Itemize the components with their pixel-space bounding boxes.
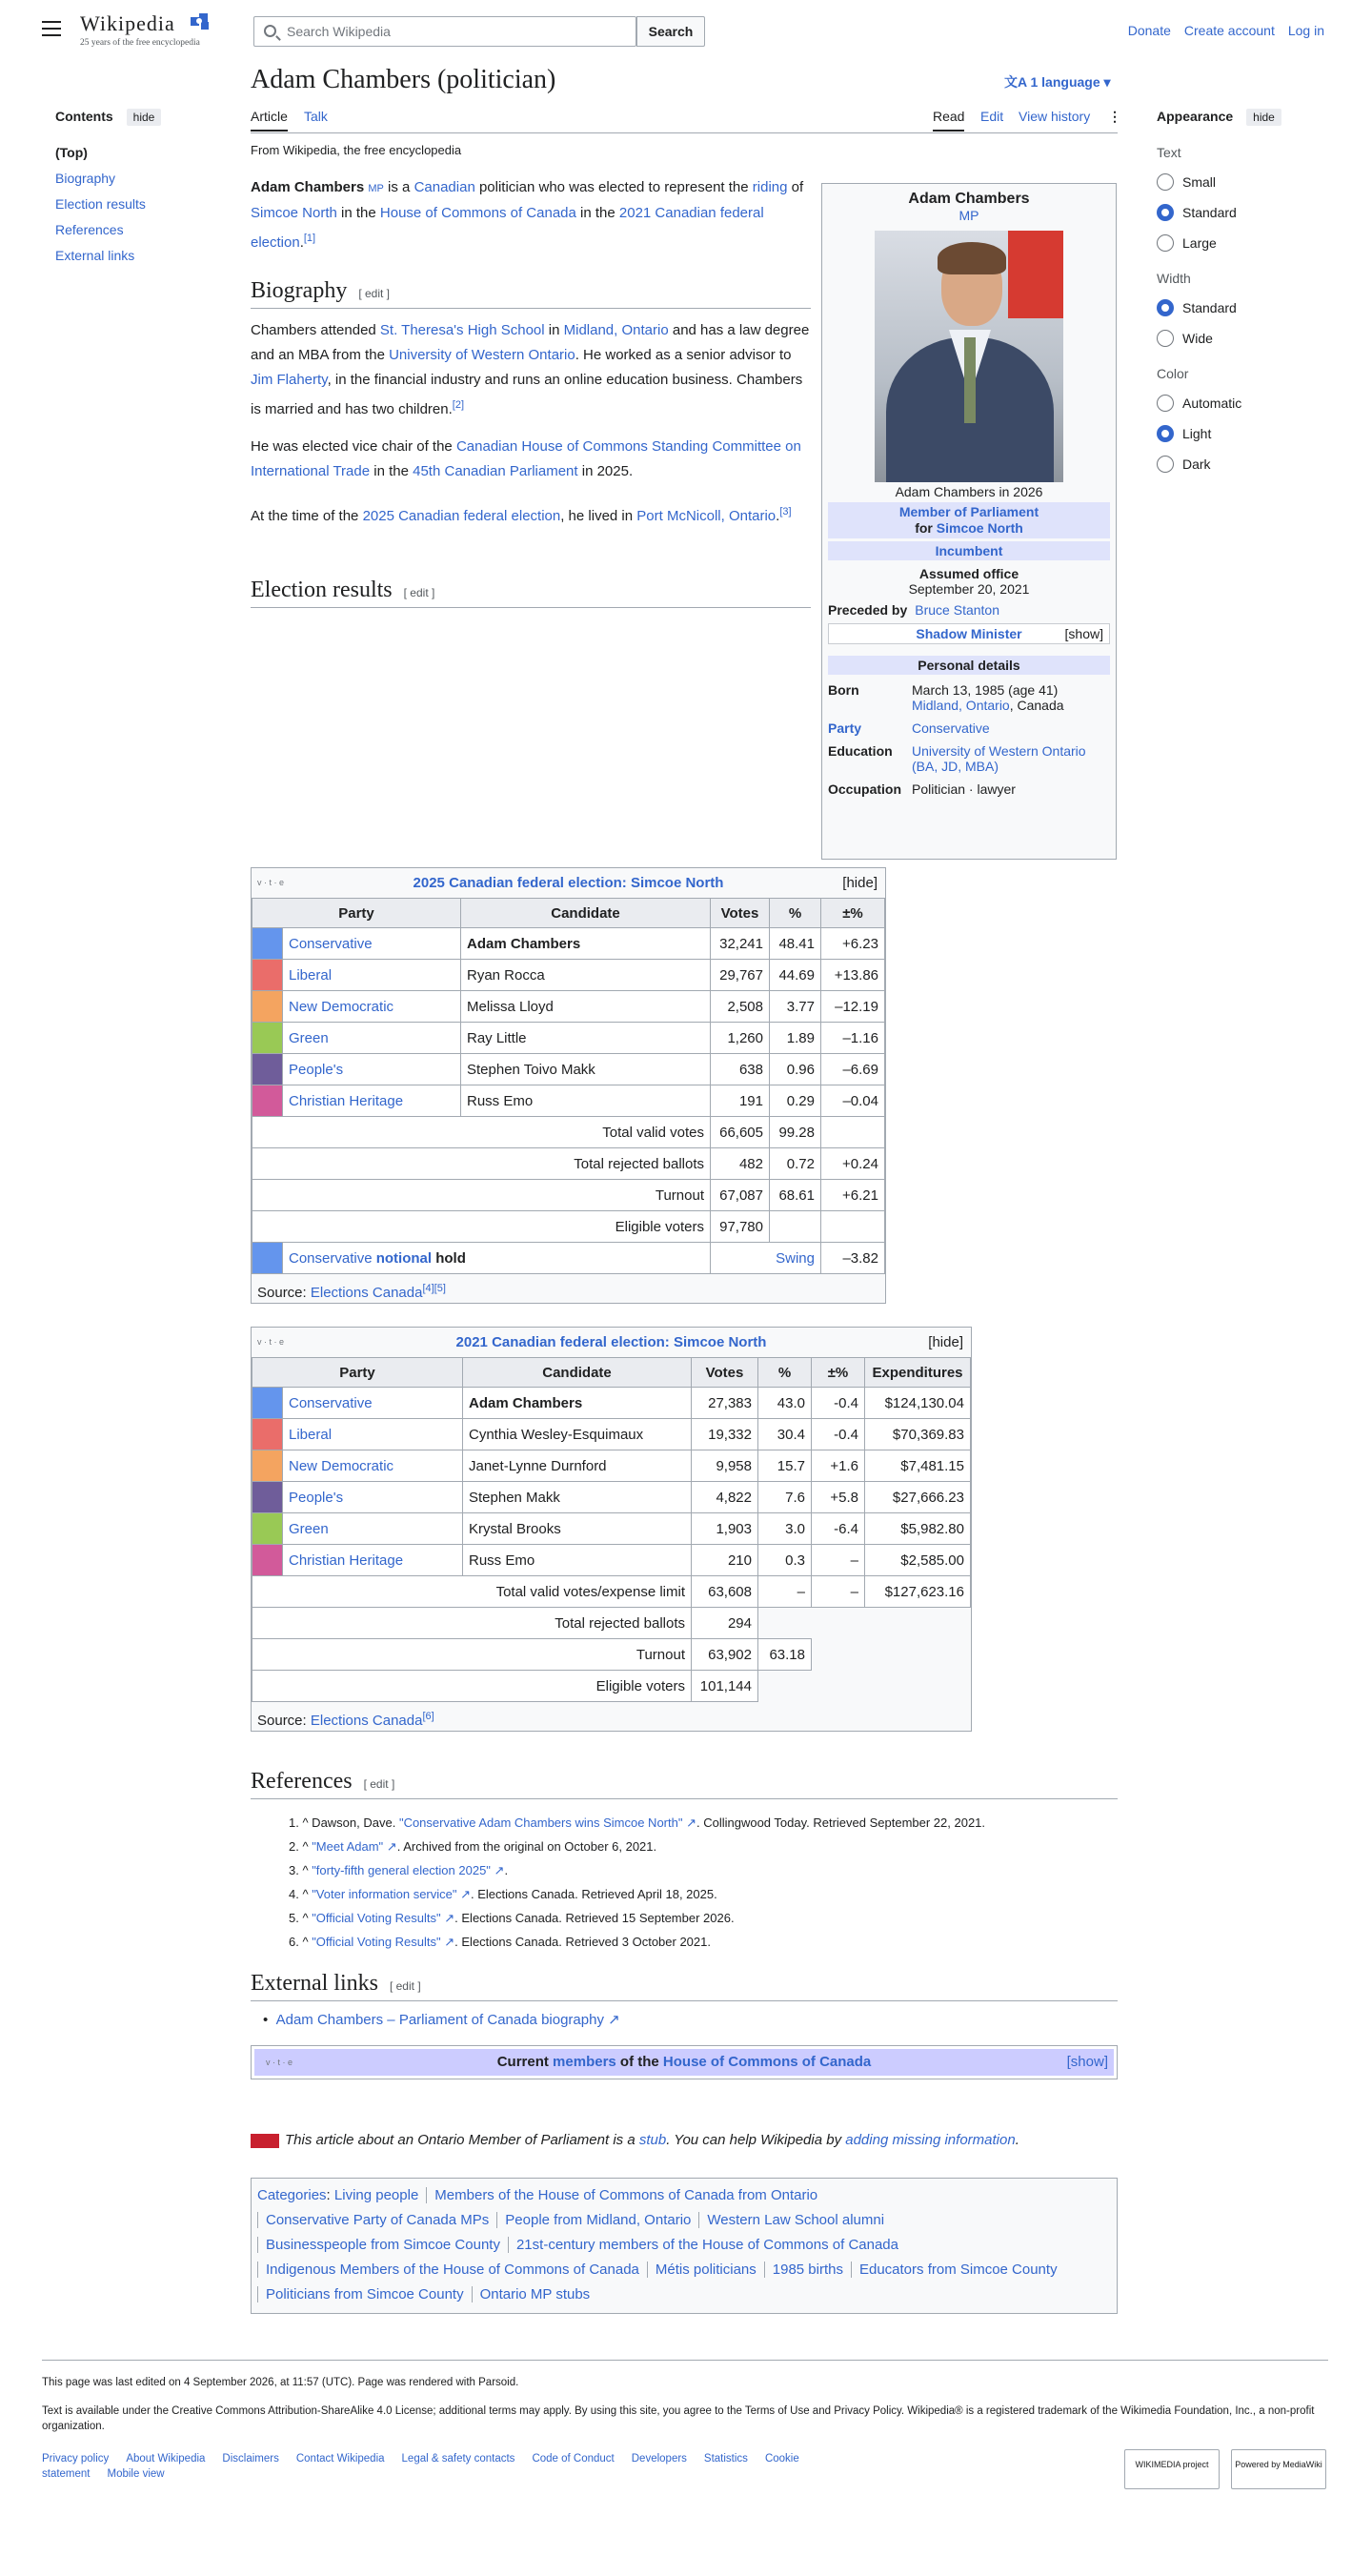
totals-votes: 63,902 bbox=[692, 1639, 758, 1671]
table-row bbox=[252, 1482, 971, 1513]
party-color-swatch bbox=[252, 991, 283, 1023]
totals-percent: 68.61 bbox=[770, 1180, 821, 1211]
totals-change: – bbox=[812, 1576, 865, 1608]
external-link-item: • Adam Chambers – Parliament of Canada biography ↗ bbox=[263, 2012, 620, 2028]
puzzle-globe-icon bbox=[189, 11, 213, 32]
width-wide-radio[interactable]: Wide bbox=[1157, 330, 1347, 347]
party-color-swatch bbox=[252, 1545, 283, 1576]
text-size-label: Text bbox=[1157, 145, 1181, 160]
infobox bbox=[821, 183, 1117, 860]
change-cell: +13.86 bbox=[821, 960, 885, 991]
totals-row bbox=[252, 1117, 885, 1148]
category-link[interactable]: Conservative Party of Canada MPs bbox=[266, 2212, 490, 2228]
category-link[interactable]: Ontario MP stubs bbox=[479, 2286, 591, 2302]
election-2021-table: v · t · e 2021 Canadian federal election: Simcoe North [hide] Party Candidate Votes % ±% Expenditures Conservative Adam Chambers 27,383 43.0 -0.4 $124,130.04 Liberal Cynthia Wesley-Esquimaux 19,332 30.4 -0.4 $70,369.83 New Democratic Janet-Lynne Durnford 9,958 15.7 +1.6 $7,481.15 People's Stephen Makk 4,822 7.6 +5.8 $27,666.23 Green Krystal Brooks 1,903 3.0 -6.4 $5,982.80 Christian Heritage Russ Emo 210 0.3 – $2,585.00 Total valid votes/expense limit 63,608 – – $127,623.16 Total rejected ballots 294 Turnout 63,902 63.18 Eligible voters 101,144 Source: Elections Canada[6] bbox=[251, 1327, 972, 1732]
totals-row bbox=[252, 1576, 971, 1608]
candidate-cell: Adam Chambers bbox=[463, 1388, 692, 1419]
votes-cell: 2,508 bbox=[711, 991, 770, 1023]
external-link-icon: ↗ bbox=[490, 1863, 505, 1877]
category-link[interactable]: Businesspeople from Simcoe County bbox=[266, 2237, 500, 2253]
color-automatic-radio[interactable]: Automatic bbox=[1157, 395, 1347, 412]
totals-votes: 63,608 bbox=[692, 1576, 758, 1608]
party-cell[interactable]: Conservative bbox=[283, 1388, 463, 1419]
reference-item: 1. ^ Dawson, Dave. "Conservative Adam Chambers wins Simcoe North" ↗. Collingwood Today. Retrieved September 22, 2021. bbox=[289, 1815, 986, 1830]
expenditures-cell: $70,369.83 bbox=[865, 1419, 971, 1450]
party-color-swatch bbox=[252, 960, 283, 991]
category-link[interactable]: Métis politicians bbox=[655, 2262, 757, 2278]
references-heading: References [ edit ] bbox=[251, 1769, 1118, 1799]
vte-links[interactable]: v · t · e bbox=[257, 878, 285, 887]
totals-label: Eligible voters bbox=[252, 1671, 692, 1702]
search-icon bbox=[264, 25, 276, 37]
external-link-icon: ↗ bbox=[456, 1887, 471, 1901]
party-cell[interactable]: Christian Heritage bbox=[283, 1545, 463, 1576]
election-2025-table: v · t · e 2025 Canadian federal election: Simcoe North [hide] Party Candidate Votes % ±% Conservative Adam Chambers 32,241 48.41 +6.23 Liberal Ryan Rocca 29,767 44.69 +13.86 New Democratic Melissa Lloyd 2,508 3.77 –12.19 Green Ray Little 1,260 1.89 –1.16 People's Stephen Toivo Makk 638 0.96 –6.69 Christian Heritage Russ Emo 191 0.29 –0.04 Total valid votes 66,605 99.28 Total rejected ballots 482 0.72 +0.24 Turnout 67,087 68.61 +6.21 Eligible voters 97,780 Conservative notional hold Swing –3.82 Source: Elections Canada[4][5] bbox=[251, 867, 886, 1304]
edit-section-link[interactable]: [ edit ] bbox=[389, 1979, 421, 1993]
change-cell: –0.04 bbox=[821, 1085, 885, 1117]
hold-cell: Conservative notional hold bbox=[283, 1243, 711, 1274]
external-link-icon: ↗ bbox=[440, 1911, 455, 1925]
width-standard-radio[interactable]: Standard bbox=[1157, 299, 1347, 316]
toc-title: Contents bbox=[55, 109, 113, 124]
ontario-flag-icon bbox=[251, 2134, 279, 2148]
candidate-cell: Adam Chambers bbox=[461, 928, 711, 960]
text-standard-radio[interactable]: Standard bbox=[1157, 204, 1347, 221]
translate-icon: 文A bbox=[1004, 74, 1031, 90]
footer-license: Text is available under the Creative Commons Attribution-ShareAlike 4.0 License; additional terms may apply. By using this site, you agree to the Terms of Use and Privacy Policy. Wikipedia® is a registered trademark of the Wikimedia Foundation, Inc., a non-profit organization. bbox=[42, 2405, 1315, 2432]
wikipedia-tagline: 25 years of the free encyclopedia bbox=[80, 38, 200, 48]
donate-link[interactable]: Donate bbox=[1127, 23, 1171, 38]
totals-row bbox=[252, 1639, 971, 1671]
party-cell[interactable]: Liberal bbox=[283, 960, 461, 991]
edit-section-link[interactable]: [ edit ] bbox=[363, 1777, 395, 1791]
totals-percent bbox=[770, 1211, 821, 1243]
empty-cell bbox=[812, 1639, 971, 1671]
tab-view-history[interactable]: View history bbox=[1019, 109, 1091, 124]
votes-cell: 32,241 bbox=[711, 928, 770, 960]
toc-item-top[interactable]: (Top) bbox=[55, 145, 88, 160]
candidate-cell: Cynthia Wesley-Esquimaux bbox=[463, 1419, 692, 1450]
external-link-icon: ↗ bbox=[608, 2012, 620, 2028]
appearance-panel bbox=[1157, 109, 1347, 473]
table-row bbox=[252, 1023, 885, 1054]
category-link[interactable]: 21st-century members of the House of Commons of Canada bbox=[515, 2237, 898, 2253]
tab-talk[interactable]: Talk bbox=[304, 109, 328, 124]
hide-toggle[interactable]: [hide] bbox=[928, 1334, 963, 1350]
infobox-name: Adam Chambers bbox=[908, 191, 1030, 207]
totals-percent: 99.28 bbox=[770, 1117, 821, 1148]
reference-item: 2. ^ "Meet Adam" ↗. Archived from the original on October 6, 2021. bbox=[289, 1839, 657, 1854]
swing-label[interactable]: Swing bbox=[711, 1243, 821, 1274]
table-row bbox=[252, 1085, 885, 1117]
category-link[interactable]: Western Law School alumni bbox=[707, 2212, 885, 2228]
totals-label: Total valid votes bbox=[252, 1117, 711, 1148]
tab-edit[interactable]: Edit bbox=[980, 109, 1004, 124]
vte-links[interactable]: v · t · e bbox=[257, 1337, 285, 1347]
expenditures-cell: $124,130.04 bbox=[865, 1388, 971, 1419]
totals-votes: 482 bbox=[711, 1148, 770, 1180]
totals-percent: 0.72 bbox=[770, 1148, 821, 1180]
change-cell: +1.6 bbox=[812, 1450, 865, 1482]
totals-change bbox=[821, 1211, 885, 1243]
assumed-office-label: Assumed office bbox=[918, 566, 1019, 581]
navbox-show-toggle[interactable]: [show] bbox=[1066, 2054, 1108, 2070]
categories-label[interactable]: Categories bbox=[257, 2187, 327, 2203]
reference-item: 5. ^ "Official Voting Results" ↗. Elections Canada. Retrieved 15 September 2026. bbox=[289, 1911, 735, 1925]
candidate-cell: Russ Emo bbox=[463, 1545, 692, 1576]
edit-section-link[interactable]: [ edit ] bbox=[403, 586, 435, 599]
party-color-swatch bbox=[252, 928, 283, 960]
change-cell: -0.4 bbox=[812, 1388, 865, 1419]
footer-link[interactable]: Disclaimers bbox=[222, 2453, 279, 2464]
totals-label: Total rejected ballots bbox=[252, 1148, 711, 1180]
totals-percent: – bbox=[758, 1576, 812, 1608]
hold-row bbox=[252, 1243, 885, 1274]
expenditures-cell: $5,982.80 bbox=[865, 1513, 971, 1545]
search-placeholder: Search Wikipedia bbox=[287, 24, 391, 39]
category-link[interactable]: Members of the House of Commons of Canada from Ontario bbox=[434, 2187, 818, 2203]
totals-percent: 63.18 bbox=[758, 1639, 812, 1671]
totals-change: +6.21 bbox=[821, 1180, 885, 1211]
text-small-radio[interactable]: Small bbox=[1157, 173, 1347, 191]
wikimedia-badge[interactable]: WIKIMEDIA project bbox=[1124, 2449, 1220, 2489]
change-cell: +6.23 bbox=[821, 928, 885, 960]
table-row bbox=[252, 960, 885, 991]
votes-cell: 4,822 bbox=[692, 1482, 758, 1513]
party-color-swatch bbox=[252, 1513, 283, 1545]
candidate-cell: Ray Little bbox=[461, 1023, 711, 1054]
percent-cell: 0.3 bbox=[758, 1545, 812, 1576]
totals-expenditures: $127,623.16 bbox=[865, 1576, 971, 1608]
reference-link[interactable]: "Conservative Adam Chambers wins Simcoe North" bbox=[398, 1815, 683, 1830]
source-line: Source: Elections Canada[4][5] bbox=[252, 1274, 885, 1303]
party-color-swatch bbox=[252, 1054, 283, 1085]
footer-last-edited: This page was last edited on 4 September 2026, at 11:57 (UTC). Page was rendered with Parsoid. bbox=[42, 2377, 519, 2388]
lead-paragraph: Adam Chambers MP is a Canadian politician who was elected to represent the riding of Simcoe North in the House of Commons of Canada in the 2021 Canadian federal election.[1] bbox=[251, 179, 804, 251]
party-color-swatch bbox=[252, 1450, 283, 1482]
tab-read[interactable]: Read bbox=[933, 109, 964, 132]
toc-hide-button[interactable]: hide bbox=[127, 109, 162, 126]
candidate-cell: Melissa Lloyd bbox=[461, 991, 711, 1023]
footer-link[interactable]: Mobile view bbox=[107, 2468, 165, 2480]
biography-heading: Biography [ edit ] bbox=[251, 278, 811, 309]
empty-cell bbox=[758, 1671, 971, 1702]
party-cell[interactable]: Green bbox=[283, 1513, 463, 1545]
reference-item: 3. ^ "forty-fifth general election 2025" ↗. bbox=[289, 1863, 509, 1877]
portrait-photo[interactable] bbox=[875, 231, 1063, 482]
expenditures-cell: $27,666.23 bbox=[865, 1482, 971, 1513]
search-button[interactable]: Search bbox=[636, 16, 705, 47]
totals-label: Eligible voters bbox=[252, 1211, 711, 1243]
votes-cell: 1,903 bbox=[692, 1513, 758, 1545]
expenditures-cell: $7,481.15 bbox=[865, 1450, 971, 1482]
election-results-heading: Election results [ edit ] bbox=[251, 578, 811, 608]
percent-cell: 43.0 bbox=[758, 1388, 812, 1419]
totals-label: Total rejected ballots bbox=[252, 1608, 692, 1639]
color-label: Color bbox=[1157, 366, 1189, 381]
footer-link[interactable]: Privacy policy bbox=[42, 2453, 110, 2464]
totals-row bbox=[252, 1671, 971, 1702]
swing-value: –3.82 bbox=[821, 1243, 885, 1274]
born-row: Born March 13, 1985 (age 41) Midland, Ontario, Canada bbox=[828, 682, 1064, 713]
candidate-cell: Ryan Rocca bbox=[461, 960, 711, 991]
votes-cell: 638 bbox=[711, 1054, 770, 1085]
references-list bbox=[289, 1811, 985, 1954]
hide-toggle[interactable]: [hide] bbox=[842, 875, 878, 891]
percent-cell: 30.4 bbox=[758, 1419, 812, 1450]
totals-row bbox=[252, 1608, 971, 1639]
reference-link[interactable]: "Voter information service" bbox=[312, 1887, 457, 1901]
category-link[interactable]: Living people bbox=[333, 2187, 419, 2203]
text-large-radio[interactable]: Large bbox=[1157, 234, 1347, 252]
totals-label: Total valid votes/expense limit bbox=[252, 1576, 692, 1608]
change-cell: –6.69 bbox=[821, 1054, 885, 1085]
footer-divider bbox=[42, 2360, 1328, 2361]
candidate-cell: Stephen Makk bbox=[463, 1482, 692, 1513]
candidate-cell: Stephen Toivo Makk bbox=[461, 1054, 711, 1085]
toc-item-external-links[interactable]: External links bbox=[55, 248, 135, 263]
totals-row bbox=[252, 1211, 885, 1243]
footer-link[interactable]: Code of Conduct bbox=[532, 2453, 615, 2464]
percent-cell: 3.0 bbox=[758, 1513, 812, 1545]
change-cell: –12.19 bbox=[821, 991, 885, 1023]
width-label: Width bbox=[1157, 271, 1191, 286]
party-color-swatch bbox=[252, 1085, 283, 1117]
candidate-cell: Russ Emo bbox=[461, 1085, 711, 1117]
totals-change bbox=[821, 1117, 885, 1148]
stub-notice: This article about an Ontario Member of Parliament is a stub. You can help Wikipedia by adding missing information. bbox=[251, 2132, 1019, 2148]
change-cell: +5.8 bbox=[812, 1482, 865, 1513]
page-tabs bbox=[251, 107, 1121, 133]
party-cell[interactable]: New Democratic bbox=[283, 1450, 463, 1482]
color-light-radio[interactable]: Light bbox=[1157, 425, 1347, 442]
change-cell: –1.16 bbox=[821, 1023, 885, 1054]
table-of-contents bbox=[55, 109, 212, 263]
category-link[interactable]: Indigenous Members of the House of Commons of Canada bbox=[266, 2262, 639, 2278]
biography-paragraph-3: At the time of the 2025 Canadian federal election, he lived in Port McNicoll, Ontario.[3] bbox=[251, 506, 792, 524]
parliament-bio-link[interactable]: Adam Chambers – Parliament of Canada biography bbox=[275, 2012, 604, 2028]
office-band: Member of Parliament for Simcoe North bbox=[828, 502, 1110, 538]
footer-link[interactable]: Contact Wikipedia bbox=[295, 2453, 385, 2464]
totals-label: Turnout bbox=[252, 1180, 711, 1211]
change-cell: – bbox=[812, 1545, 865, 1576]
party-color-swatch bbox=[252, 1388, 283, 1419]
appearance-hide-button[interactable]: hide bbox=[1246, 109, 1281, 126]
party-cell[interactable]: New Democratic bbox=[283, 991, 461, 1023]
totals-votes: 294 bbox=[692, 1608, 758, 1639]
footer-link[interactable]: Developers bbox=[631, 2453, 687, 2464]
percent-cell: 44.69 bbox=[770, 960, 821, 991]
external-links-heading: External links [ edit ] bbox=[251, 1971, 1118, 2001]
party-color-swatch bbox=[252, 1023, 283, 1054]
votes-cell: 210 bbox=[692, 1545, 758, 1576]
candidate-cell: Krystal Brooks bbox=[463, 1513, 692, 1545]
table-row bbox=[252, 1388, 971, 1419]
percent-cell: 1.89 bbox=[770, 1023, 821, 1054]
percent-cell: 0.29 bbox=[770, 1085, 821, 1117]
votes-cell: 9,958 bbox=[692, 1450, 758, 1482]
percent-cell: 7.6 bbox=[758, 1482, 812, 1513]
totals-change: +0.24 bbox=[821, 1148, 885, 1180]
party-color-swatch bbox=[252, 1243, 283, 1274]
footer-links bbox=[42, 2451, 899, 2482]
election-2021-title[interactable]: 2021 Canadian federal election: Simcoe North bbox=[455, 1334, 767, 1350]
edit-section-link[interactable]: [ edit ] bbox=[358, 287, 391, 300]
party-cell[interactable]: People's bbox=[283, 1054, 461, 1085]
percent-cell: 3.77 bbox=[770, 991, 821, 1023]
change-cell: -0.4 bbox=[812, 1419, 865, 1450]
login-link[interactable]: Log in bbox=[1287, 23, 1324, 38]
category-link[interactable]: Politicians from Simcoe County bbox=[266, 2286, 464, 2302]
reference-link[interactable]: "Official Voting Results" bbox=[312, 1911, 441, 1925]
education-row: Education University of Western Ontario (BA, JD, MBA) bbox=[828, 743, 1086, 774]
party-cell[interactable]: Liberal bbox=[283, 1419, 463, 1450]
percent-cell: 0.96 bbox=[770, 1054, 821, 1085]
reference-item: 4. ^ "Voter information service" ↗. Elections Canada. Retrieved April 18, 2025. bbox=[289, 1887, 717, 1901]
party-color-swatch bbox=[252, 1419, 283, 1450]
language-button[interactable]: 文A 1 language ▾ bbox=[1004, 74, 1111, 90]
party-cell[interactable]: People's bbox=[283, 1482, 463, 1513]
category-link[interactable]: Educators from Simcoe County bbox=[858, 2262, 1058, 2278]
footer-link[interactable]: About Wikipedia bbox=[126, 2453, 206, 2464]
party-cell[interactable]: Christian Heritage bbox=[283, 1085, 461, 1117]
reference-link[interactable]: "forty-fifth general election 2025" bbox=[312, 1863, 491, 1877]
expenditures-cell: $2,585.00 bbox=[865, 1545, 971, 1576]
party-cell[interactable]: Green bbox=[283, 1023, 461, 1054]
biography-paragraph-1: Chambers attended St. Theresa's High School in Midland, Ontario and has a law degree and an MBA from the University of Western Ontario. He worked as a senior advisor to Jim Flaherty, in the financial industry and runs an online education business. Chambers is married and has two children.[2] bbox=[251, 322, 810, 417]
occupation-row: Occupation Politician · lawyer bbox=[828, 781, 1016, 797]
category-link[interactable]: People from Midland, Ontario bbox=[505, 2212, 692, 2228]
table-row bbox=[252, 991, 885, 1023]
reference-item: 6. ^ "Official Voting Results" ↗. Elections Canada. Retrieved 3 October 2021. bbox=[289, 1935, 711, 1949]
totals-label: Turnout bbox=[252, 1639, 692, 1671]
personal-details-band: Personal details bbox=[828, 656, 1110, 675]
source-line: Source: Elections Canada[6] bbox=[252, 1702, 971, 1731]
totals-votes: 101,144 bbox=[692, 1671, 758, 1702]
empty-cell bbox=[758, 1608, 971, 1639]
tab-article[interactable]: Article bbox=[251, 109, 288, 132]
create-account-link[interactable]: Create account bbox=[1183, 23, 1275, 38]
toc-item-biography[interactable]: Biography bbox=[55, 171, 116, 186]
totals-row bbox=[252, 1180, 885, 1211]
external-link-icon: ↗ bbox=[440, 1935, 455, 1949]
percent-cell: 48.41 bbox=[770, 928, 821, 960]
categories-box: Categories: Living people Members of the House of Commons of Canada from Ontario Conservative Party of Canada MPs People from Midland, Ontario Western Law School alumni Businesspeople from Simcoe County 21st-century members of the House of Commons of Canada Indigenous Members of the House of Commons of Canada Métis politicians 1985 births Educators from Simcoe County Politicians from Simcoe County Ontario MP stubs bbox=[251, 2178, 1118, 2314]
wikipedia-logo[interactable]: Wikipedia bbox=[80, 11, 175, 35]
table-row bbox=[252, 1513, 971, 1545]
reference-link[interactable]: "Official Voting Results" bbox=[312, 1935, 441, 1949]
search-input[interactable] bbox=[253, 16, 636, 47]
table-row bbox=[252, 1054, 885, 1085]
percent-cell: 15.7 bbox=[758, 1450, 812, 1482]
table-row bbox=[252, 1419, 971, 1450]
table-row bbox=[252, 1450, 971, 1482]
candidate-cell: Janet-Lynne Durnford bbox=[463, 1450, 692, 1482]
table-row bbox=[252, 1545, 971, 1576]
category-link[interactable]: 1985 births bbox=[772, 2262, 843, 2278]
reference-link[interactable]: "Meet Adam" bbox=[312, 1839, 384, 1854]
external-link-icon: ↗ bbox=[682, 1815, 696, 1830]
votes-cell: 19,332 bbox=[692, 1419, 758, 1450]
totals-votes: 66,605 bbox=[711, 1117, 770, 1148]
votes-cell: 27,383 bbox=[692, 1388, 758, 1419]
party-cell[interactable]: Conservative bbox=[283, 928, 461, 960]
more-menu-icon[interactable]: ⋮ bbox=[1108, 109, 1121, 124]
page-title: Adam Chambers (politician) bbox=[251, 65, 556, 94]
party-row: Party Conservative bbox=[828, 720, 990, 736]
main-menu-icon[interactable] bbox=[42, 21, 61, 36]
photo-caption: Adam Chambers in 2026 bbox=[895, 484, 1043, 499]
votes-cell: 29,767 bbox=[711, 960, 770, 991]
infobox-mp[interactable]: MP bbox=[958, 208, 979, 223]
totals-votes: 67,087 bbox=[711, 1180, 770, 1211]
election-2025-title[interactable]: 2025 Canadian federal election: Simcoe North bbox=[413, 875, 724, 891]
toc-item-election-results[interactable]: Election results bbox=[55, 196, 146, 212]
votes-cell: 1,260 bbox=[711, 1023, 770, 1054]
color-dark-radio[interactable]: Dark bbox=[1157, 456, 1347, 473]
vte-links[interactable]: v · t · e bbox=[266, 2058, 293, 2067]
user-links bbox=[1115, 23, 1324, 38]
footer-link[interactable]: Statistics bbox=[703, 2453, 748, 2464]
mediawiki-badge[interactable]: Powered by MediaWiki bbox=[1231, 2449, 1326, 2489]
totals-votes: 97,780 bbox=[711, 1211, 770, 1243]
footer-link[interactable]: Cookie statement bbox=[42, 2453, 799, 2480]
assumed-office-date: September 20, 2021 bbox=[908, 581, 1030, 597]
shadow-minister-row[interactable]: Shadow Minister [show] bbox=[828, 623, 1110, 644]
external-link-icon: ↗ bbox=[383, 1839, 397, 1854]
table-row bbox=[252, 928, 885, 960]
shadow-show-toggle[interactable]: [show] bbox=[1064, 626, 1103, 641]
navbox: v · t · e Current members of the House of Commons of Canada [show] bbox=[251, 2045, 1118, 2079]
biography-paragraph-2: He was elected vice chair of the Canadian House of Commons Standing Committee on International Trade in the 45th Canadian Parliament in 2025. bbox=[251, 438, 801, 479]
site-header bbox=[0, 0, 1372, 61]
totals-row bbox=[252, 1148, 885, 1180]
party-color-swatch bbox=[252, 1482, 283, 1513]
appearance-title: Appearance bbox=[1157, 109, 1234, 124]
change-cell: -6.4 bbox=[812, 1513, 865, 1545]
preceded-by-row: Preceded by Bruce Stanton bbox=[828, 602, 999, 618]
incumbent-band[interactable]: Incumbent bbox=[828, 541, 1110, 560]
tagline: From Wikipedia, the free encyclopedia bbox=[251, 143, 462, 157]
votes-cell: 191 bbox=[711, 1085, 770, 1117]
footer-link[interactable]: Legal & safety contacts bbox=[401, 2453, 515, 2464]
toc-item-references[interactable]: References bbox=[55, 222, 124, 237]
